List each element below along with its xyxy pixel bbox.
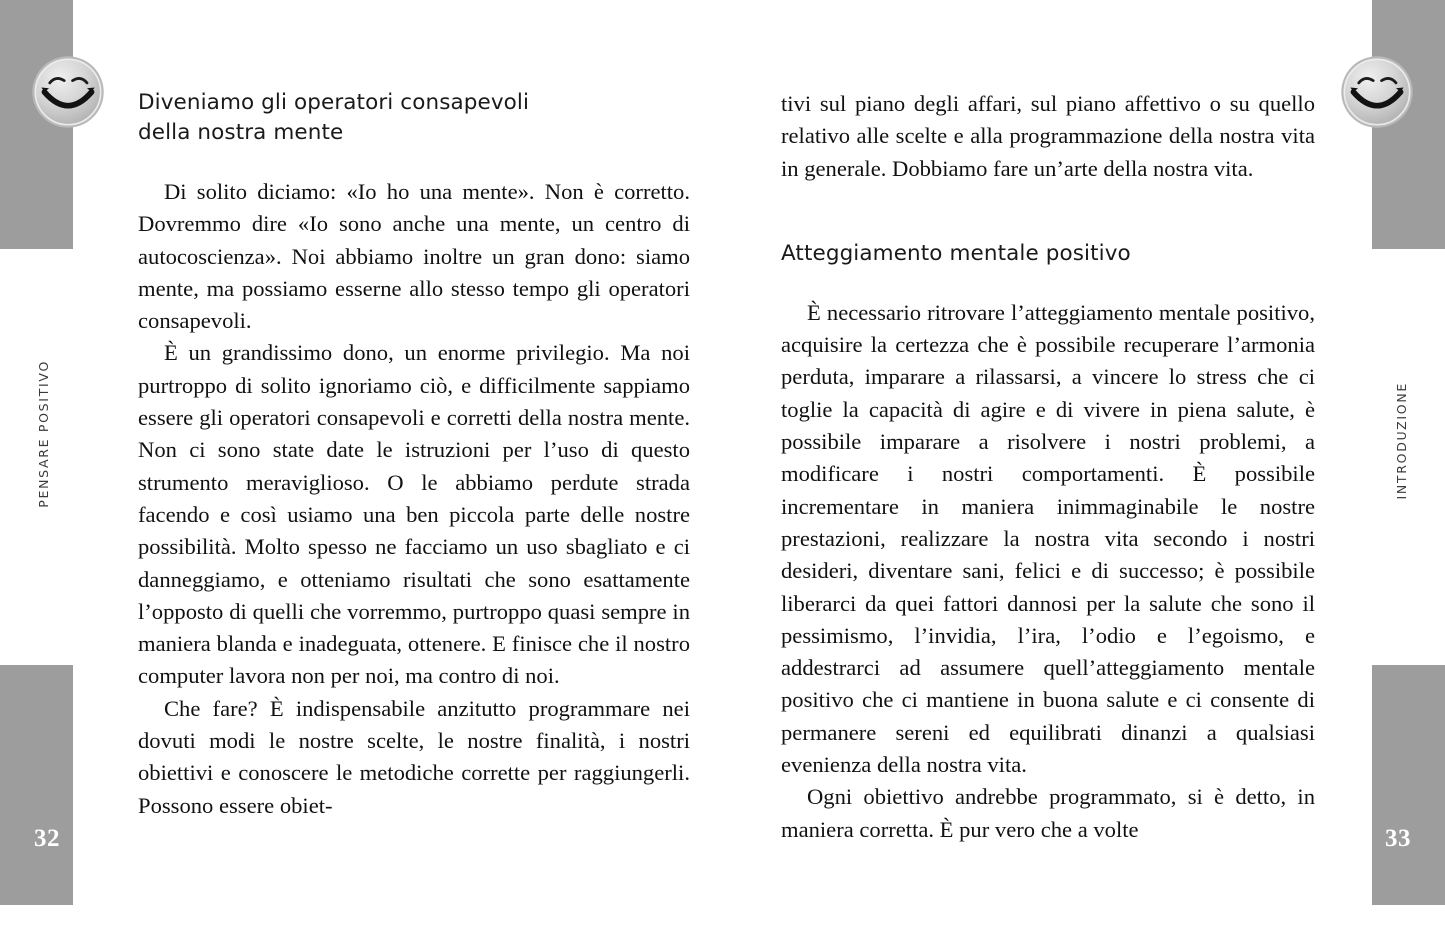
recto-continued-paragraph: tivi sul piano degli affari, sul piano affettivo o su quello relativo alle scelte e alla programmazione della nostra vita in generale. Dobbiamo fare un’arte della nostra vita. bbox=[781, 91, 1315, 181]
smiley-face-icon bbox=[30, 54, 106, 130]
verso-text-column bbox=[138, 88, 690, 822]
verso-paragraph-2: È un grandissimo dono, un enorme privilegio. Ma noi purtroppo di solito ignoriamo ciò, e difficilmente sappiamo essere gli operatori consapevoli e corretti della nostra mente. Non ci sono state date le istruzioni per l’uso di questo strumento meraviglioso. O le abbiamo perdute strada facendo e così usiamo una ben piccola parte delle nostre possibilità. Molto spesso ne facciamo un uso sbagliato e ci danneggiamo, e otteniamo risultati che sono esattamente l’opposto di quelli che vorremmo, purtroppo quasi sempre in maniera blanda e inadeguata, ottenere. E finisce che il nostro computer lavora non per noi, ma contro di noi. bbox=[138, 340, 690, 689]
recto-bottom-margin-bar bbox=[1372, 665, 1445, 905]
verso-page bbox=[138, 0, 690, 931]
verso-page-number: 32 bbox=[34, 825, 60, 852]
recto-paragraph-2: Ogni obiettivo andrebbe programmato, si è detto, in maniera corretta. È pur vero che a volte bbox=[781, 784, 1315, 842]
recto-section-title: Atteggiamento mentale positivo bbox=[781, 240, 1131, 266]
verso-section-title-line-2: della nostra mente bbox=[138, 120, 344, 145]
recto-page-number: 33 bbox=[1385, 825, 1411, 852]
recto-running-head: INTRODUZIONE bbox=[1394, 382, 1409, 500]
verso-paragraph-3: Che fare? È indispensabile anzitutto programmare nei dovuti modi le nostre scelte, le nostre finalità, i nostri obiettivi e conoscere le metodiche corrette per raggiungerli. Possono essere obiet- bbox=[138, 695, 690, 818]
smiley-face-icon bbox=[1339, 54, 1415, 130]
recto-text-column bbox=[781, 88, 1315, 846]
verso-paragraph-1: Di solito diciamo: «Io ho una mente». Non è corretto. Dovremmo dire «Io sono anche una mente, un centro di autocoscienza». Noi abbiamo inoltre un gran dono: siamo mente, ma possiamo esserne allo stesso tempo gli operatori consapevoli. bbox=[138, 179, 690, 334]
verso-bottom-margin-bar bbox=[0, 665, 73, 905]
recto-paragraph-1: È necessario ritrovare l’atteggiamento mentale positivo, acquisire la certezza che è possibile recuperare l’armonia perduta, imparare a rilassarsi, a vincere lo stress che ci toglie la capacità di agire e di vivere in piena salute, è possibile imparare a risolvere i nostri problemi, a modificare i nostri comportamenti. È possibile incrementare in maniera inimmaginabile le nostre prestazioni, realizzare la nostra vita secondo i nostri desideri, diventare sani, felici e di successo; è possibile liberarci da quei fattori dannosi per la salute che sono il pessimismo, l’invidia, l’ira, l’odio e l’egoismo, e addestrarci ad assumere quell’atteggiamento mentale positivo che ci mantiene in buona salute e ci consente di permanere sereni ed equilibrati dinanzi a qualsiasi evenienza della nostra vita. bbox=[781, 299, 1315, 778]
verso-section-title-line-1: Diveniamo gli operatori consapevoli bbox=[138, 90, 530, 115]
recto-page bbox=[781, 0, 1315, 931]
verso-running-head: PENSARE POSITIVO bbox=[36, 360, 51, 508]
recto-title-spacer bbox=[781, 185, 1315, 239]
verso-section-title bbox=[138, 88, 690, 148]
